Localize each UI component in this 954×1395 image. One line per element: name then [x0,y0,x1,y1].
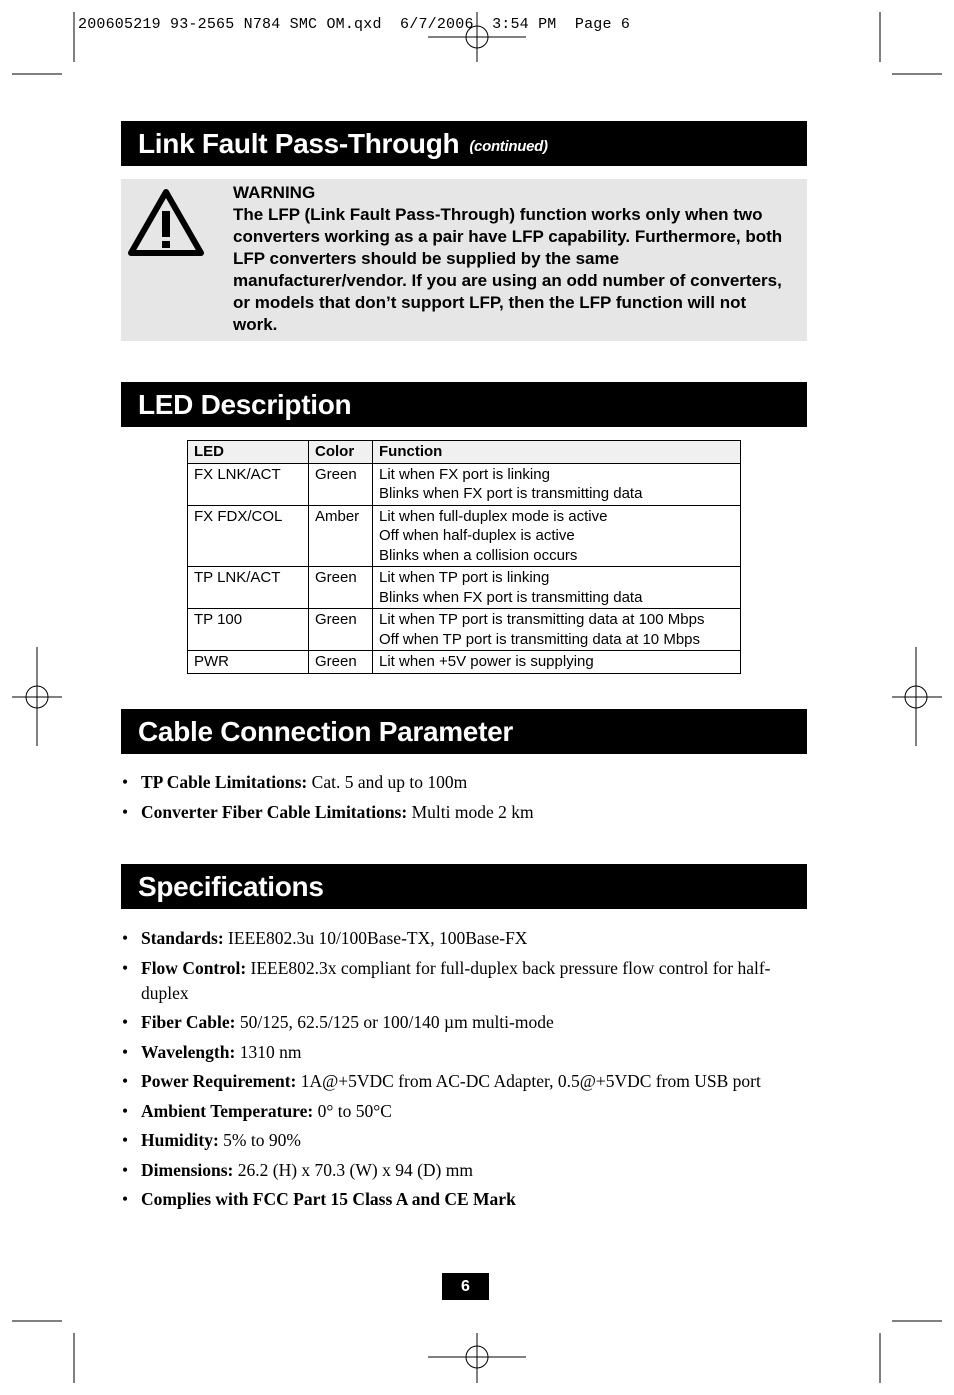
item-value: IEEE802.3x compliant for full-duplex back pressure flow control for half-duplex [141,957,771,1003]
section-header-cable [121,709,807,754]
warning-box [121,179,807,341]
cell-color: Green [309,463,373,505]
list-item [122,1099,809,1124]
function-line: Off when half-duplex is active [379,527,575,544]
column-header-color: Color [309,441,373,464]
list-item [122,1187,809,1212]
list-item [122,956,809,1006]
item-label: Standards: [141,928,224,948]
list-item [122,1158,809,1183]
table-row [188,651,741,674]
cell-function [373,463,741,505]
table-row [188,505,741,567]
list-item [122,1010,809,1035]
section-header-lfp [121,121,807,166]
section-title: Cable Connection Parameter [138,715,513,747]
page-number: 6 [442,1273,489,1300]
item-value: 50/125, 62.5/125 or 100/140 µm multi-mode [235,1012,554,1032]
item-label: Wavelength: [141,1041,236,1062]
item-value: Multi mode 2 km [407,801,534,822]
section-title: LED Description [138,388,352,420]
table-row [188,463,741,505]
cell-led: PWR [188,651,309,674]
section-title: Specifications [138,870,324,902]
section-header-led [121,382,807,427]
function-line: Lit when full-duplex mode is active [379,507,608,525]
list-item [122,800,809,825]
list-item [122,926,809,951]
function-line: Blinks when FX port is transmitting data [379,588,643,606]
item-label: Humidity: [141,1130,219,1150]
warning-heading: WARNING [233,183,316,202]
item-value: IEEE802.3u 10/100Base-TX, 100Base-FX [223,928,528,948]
specifications-list [122,926,809,1217]
item-label: TP Cable Limitations: [141,772,308,792]
item-value: 0° to 50°C [313,1100,392,1121]
item-label: Power Requirement: [141,1071,297,1091]
item-value: 1A@+5VDC from AC-DC Adapter, 0.5@+5VDC from USB port [296,1071,761,1091]
slug-line: 200605219 93-2565 N784 SMC OM.qxd 6/7/2006 3:54 PM Page 6 [78,16,631,33]
cell-color: Green [309,567,373,609]
item-value: Cat. 5 and up to 100m [307,772,468,792]
column-header-function: Function [373,441,741,464]
warning-body: The LFP (Link Fault Pass-Through) function works only when two converters working as a pair have LFP capability. Furthermore, both LFP converters should be supplied by the same manufacturer/vendor. If you are using an odd number of converters, or models that don’t support LFP, then the LFP function will not work. [233,205,783,334]
table-row [188,567,741,609]
table-row [188,609,741,651]
cell-function [373,567,741,609]
cell-function [373,651,741,674]
item-value: 5% to 90% [218,1130,301,1150]
section-subtitle: (continued) [469,138,548,155]
cell-led: TP LNK/ACT [188,567,309,609]
cell-color: Green [309,609,373,651]
led-table [187,440,741,674]
function-line: Lit when FX port is linking [379,465,550,483]
cable-parameter-list [122,770,809,829]
function-line: Blinks when FX port is transmitting data [379,485,643,502]
cell-led: TP 100 [188,609,309,651]
cell-function [373,609,741,651]
warning-triangle-icon [127,187,205,257]
cell-function [373,505,741,567]
function-line: Lit when TP port is transmitting data at 100 Mbps [379,611,705,628]
item-label: Converter Fiber Cable Limitations: [141,801,408,822]
section-title: Link Fault Pass-Through [138,127,460,159]
item-value: 26.2 (H) x 70.3 (W) x 94 (D) mm [233,1159,473,1180]
column-header-led: LED [188,441,309,464]
list-item [122,770,809,795]
table-header-row [188,441,741,464]
item-value: 1310 nm [235,1041,302,1062]
function-line: Lit when +5V power is supplying [379,653,594,670]
function-line: Blinks when a collision occurs [379,546,578,564]
item-label: Flow Control: [141,957,247,978]
list-item [122,1040,809,1065]
cell-led: FX FDX/COL [188,505,309,567]
function-line: Lit when TP port is linking [379,569,550,586]
cell-color: Green [309,651,373,674]
item-label: Dimensions: [141,1159,234,1180]
function-line: Off when TP port is transmitting data at 10 Mbps [379,630,700,648]
warning-text [233,182,793,336]
cell-led: FX LNK/ACT [188,463,309,505]
cell-color: Amber [309,505,373,567]
list-item [122,1128,809,1153]
item-label: Fiber Cable: [141,1012,236,1032]
section-header-specs [121,864,807,909]
item-label: Complies with FCC Part 15 Class A and CE Mark [141,1189,516,1209]
item-label: Ambient Temperature: [141,1100,314,1121]
list-item [122,1069,809,1094]
